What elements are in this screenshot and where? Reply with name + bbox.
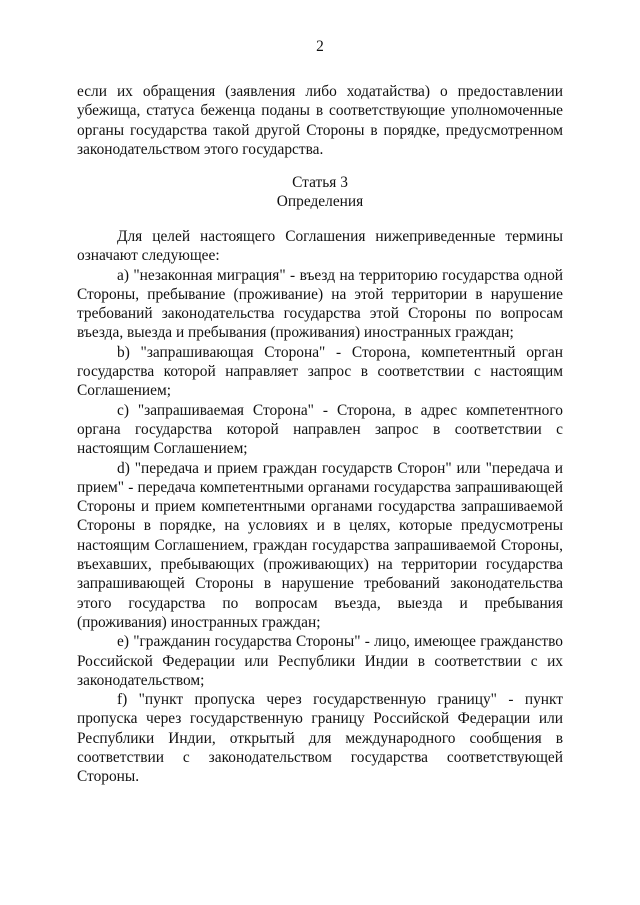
article-body [77, 227, 563, 787]
page-number: 2 [316, 38, 324, 55]
definition-b: b) "запрашивающая Сторона" - Сторона, компетентный орган государства которой направляет запрос в соответствии с настоящим Соглашением; [77, 343, 563, 400]
definition-f: f) "пункт пропуска через государственную границу" - пункт пропуска через государственную границу Российской Федерации или Республики Индии, открытый для международного сообщения в соответствии с законодательством государства соответствующей Стороны. [77, 691, 563, 786]
definition-e: e) "гражданин государства Стороны" - лицо, имеющее гражданство Российской Федерации или Республики Индии в соответствии с их законодательством; [77, 633, 563, 689]
continuation-block [77, 82, 563, 159]
paragraph-preamble: Для целей настоящего Соглашения нижеприведенные термины означают следующее: [77, 228, 563, 265]
article-number: Статья 3 [292, 174, 348, 191]
definition-d: d) "передача и прием граждан государств Сторон" или "передача и прием" - передача компетентными органами государства запрашивающей Стороны и прием компетентными органами государства запрашиваемой Стороны в порядке, на условиях и в целях, которые предусмотрены настоящим Соглашением, граждан государства запрашиваемой Стороны, въехавших, пребывающих (проживающих) на территории государства запрашивающей Стороны в нарушение требований законодательства этого государства по вопросам въезда, выезда и пребывания (проживания) иностранных граждан; [77, 459, 563, 631]
intro-paragraph: если их обращения (заявления либо ходатайства) о предоставлении убежища, статуса беженца поданы в соответствующие уполномоченные органы государства такой другой Стороны в порядке, предусмотренном законодательством этого государства. [77, 83, 563, 158]
definition-c: c) "запрашиваемая Сторона" - Сторона, в адрес компетентного органа государства которой направлен запрос в соответствии с настоящим Соглашением; [77, 401, 563, 458]
definition-a: a) "незаконная миграция" - въезд на территорию государства одной Стороны, пребывание (проживание) на этой территории в нарушение требований законодательства государства этой Стороны по вопросам въезда, выезда и пребывания (проживания) иностранных граждан; [77, 266, 563, 342]
article-title: Определения [276, 193, 364, 210]
